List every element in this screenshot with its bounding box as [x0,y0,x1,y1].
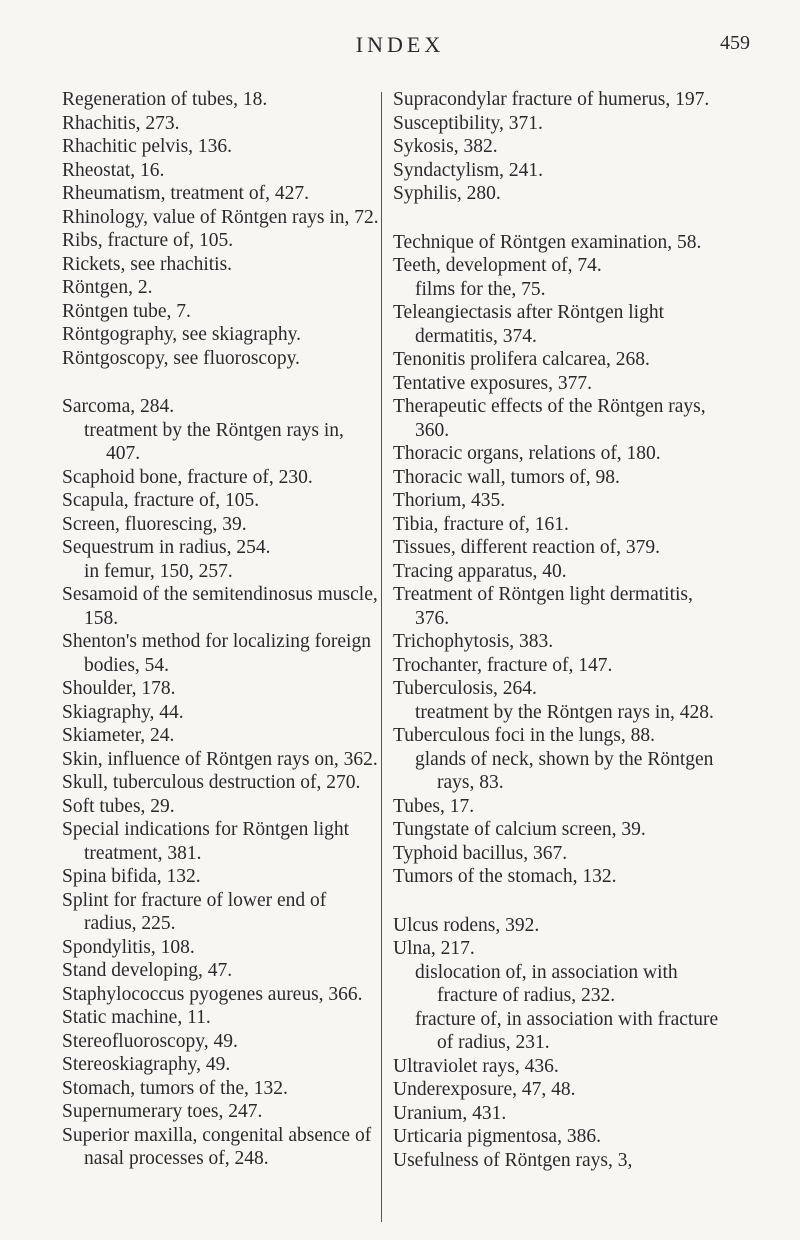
index-entry: Soft tubes, 29. [62,795,175,817]
index-entry: Rheostat, 16. [62,159,165,181]
index-column-left [62,88,380,1171]
index-entry: Scapula, fracture of, 105. [62,490,260,511]
page-number: 459 [720,32,750,54]
index-letter-group [393,914,723,1173]
index-entry: Rhinology, value of Röntgen rays in, 72. [62,206,379,228]
index-entry: Skin, influence of Röntgen rays on, 362. [62,748,378,770]
index-entry: Röntgoscopy, see fluoroscopy. [62,347,300,369]
index-entry: Rhachitis, 273. [62,112,180,134]
index-entry: Spina bifida, 132. [62,866,201,887]
index-entry: Shenton's method for localizing foreign bodies, 54. [62,631,371,676]
index-entry: Therapeutic effects of the Röntgen rays, 360. [393,396,706,441]
index-entry: Ribs, fracture of, 105. [62,230,234,251]
group-gap [393,889,723,914]
index-column-right [393,88,723,1172]
index-entry: Tumors of the stomach, 132. [393,866,617,887]
index-subentry: treatment by the Röntgen rays in, 428. [415,701,714,723]
index-entry: Sykosis, 382. [393,136,498,157]
index-entry: Tissues, different reaction of, 379. [393,537,661,558]
index-entry: Tubes, 17. [393,795,475,817]
index-entry: Ultraviolet rays, 436. [393,1055,559,1077]
index-entry: Typhoid bacillus, 367. [393,842,568,864]
index-entry: Trochanter, fracture of, 147. [393,654,613,676]
index-entry: Tibia, fracture of, 161. [393,513,569,535]
index-entry: Thoracic organs, relations of, 180. [393,443,661,464]
group-gap [393,206,723,231]
index-subentry: glands of neck, shown by the Röntgen rays, 83. [415,748,714,793]
index-entry: Rickets, see rhachitis. [62,253,233,275]
index-entry: Sarcoma, 284. [62,396,175,417]
index-entry: Uranium, 431. [393,1102,507,1124]
index-entry: Treatment of Röntgen light dermatitis, 376. [393,584,693,629]
index-entry: Teeth, development of, 74. [393,255,602,276]
index-entry: Scaphoid bone, fracture of, 230. [62,466,313,488]
index-entry: Susceptibility, 371. [393,112,543,134]
index-letter-group [62,88,380,370]
index-entry: Underexposure, 47, 48. [393,1079,576,1100]
column-divider [381,92,382,1222]
index-entry: Splint for fracture of lower end of radius, 225. [62,889,327,934]
index-entry: Tentative exposures, 377. [393,372,592,394]
index-subentry: fracture of, in association with fracture of radius, 231. [415,1008,719,1053]
index-subentry: dislocation of, in association with fracture of radius, 232. [415,961,678,1006]
index-entry: Ulcus rodens, 392. [393,914,540,936]
index-entry: Syndactylism, 241. [393,159,544,181]
index-entry: Sesamoid of the semitendinosus muscle, 158. [62,584,378,629]
index-entry: Tuberculosis, 264. [393,678,537,699]
index-entry: Trichophytosis, 383. [393,631,554,652]
index-entry: Rhachitic pelvis, 136. [62,136,233,157]
index-entry: Tuberculous foci in the lungs, 88. [393,725,655,746]
index-entry: Röntgen tube, 7. [62,300,191,322]
index-entry: Röntgen, 2. [62,277,153,298]
index-entry: Tracing apparatus, 40. [393,560,567,582]
index-entry: Static machine, 11. [62,1007,211,1028]
index-entry: Urticaria pigmentosa, 386. [393,1126,601,1147]
index-letter-group [62,395,380,1171]
index-entry: Screen, fluorescing, 39. [62,513,247,535]
index-entry: Skiameter, 24. [62,725,175,746]
index-entry: Skull, tuberculous destruction of, 270. [62,772,361,793]
index-entry: Tenonitis prolifera calcarea, 268. [393,349,650,370]
index-entry: Stand developing, 47. [62,960,233,981]
index-entry: Skiagraphy, 44. [62,701,184,723]
index-entry: Stomach, tumors of the, 132. [62,1077,288,1099]
index-entry: Syphilis, 280. [393,183,501,204]
index-entry: Regeneration of tubes, 18. [62,89,268,110]
index-entry: Usefulness of Röntgen rays, 3, [393,1149,633,1171]
index-entry: Shoulder, 178. [62,678,176,699]
index-entry: Röntgography, see skiagraphy. [62,324,301,345]
group-gap [62,370,380,395]
index-entry: Staphylococcus pyogenes aureus, 366. [62,983,363,1005]
index-entry: Special indications for Röntgen light treatment, 381. [62,819,350,864]
index-entry: Thorium, 435. [393,490,506,511]
index-subentry: in femur, 150, 257. [84,560,233,582]
index-entry: Rheumatism, treatment of, 427. [62,183,309,204]
index-entry: Stereoskiagraphy, 49. [62,1054,231,1075]
index-entry: Supernumerary toes, 247. [62,1101,263,1122]
index-entry: Teleangiectasis after Röntgen light dermatitis, 374. [393,302,665,347]
page-title: INDEX [355,32,445,57]
index-subentry: treatment by the Röntgen rays in, 407. [84,419,344,464]
index-entry: Superior maxilla, congenital absence of nasal processes of, 248. [62,1124,372,1169]
index-entry: Ulna, 217. [393,938,475,959]
index-entry: Supracondylar fracture of humerus, 197. [393,89,710,110]
index-entry: Technique of Röntgen examination, 58. [393,231,702,253]
index-entry: Spondylitis, 108. [62,936,195,958]
index-letter-group [393,231,723,889]
index-entry: Sequestrum in radius, 254. [62,537,271,558]
index-letter-group [393,88,723,206]
index-entry: Stereofluoroscopy, 49. [62,1030,238,1052]
index-subentry: films for the, 75. [415,278,546,300]
index-entry: Thoracic wall, tumors of, 98. [393,466,620,488]
index-entry: Tungstate of calcium screen, 39. [393,819,646,840]
